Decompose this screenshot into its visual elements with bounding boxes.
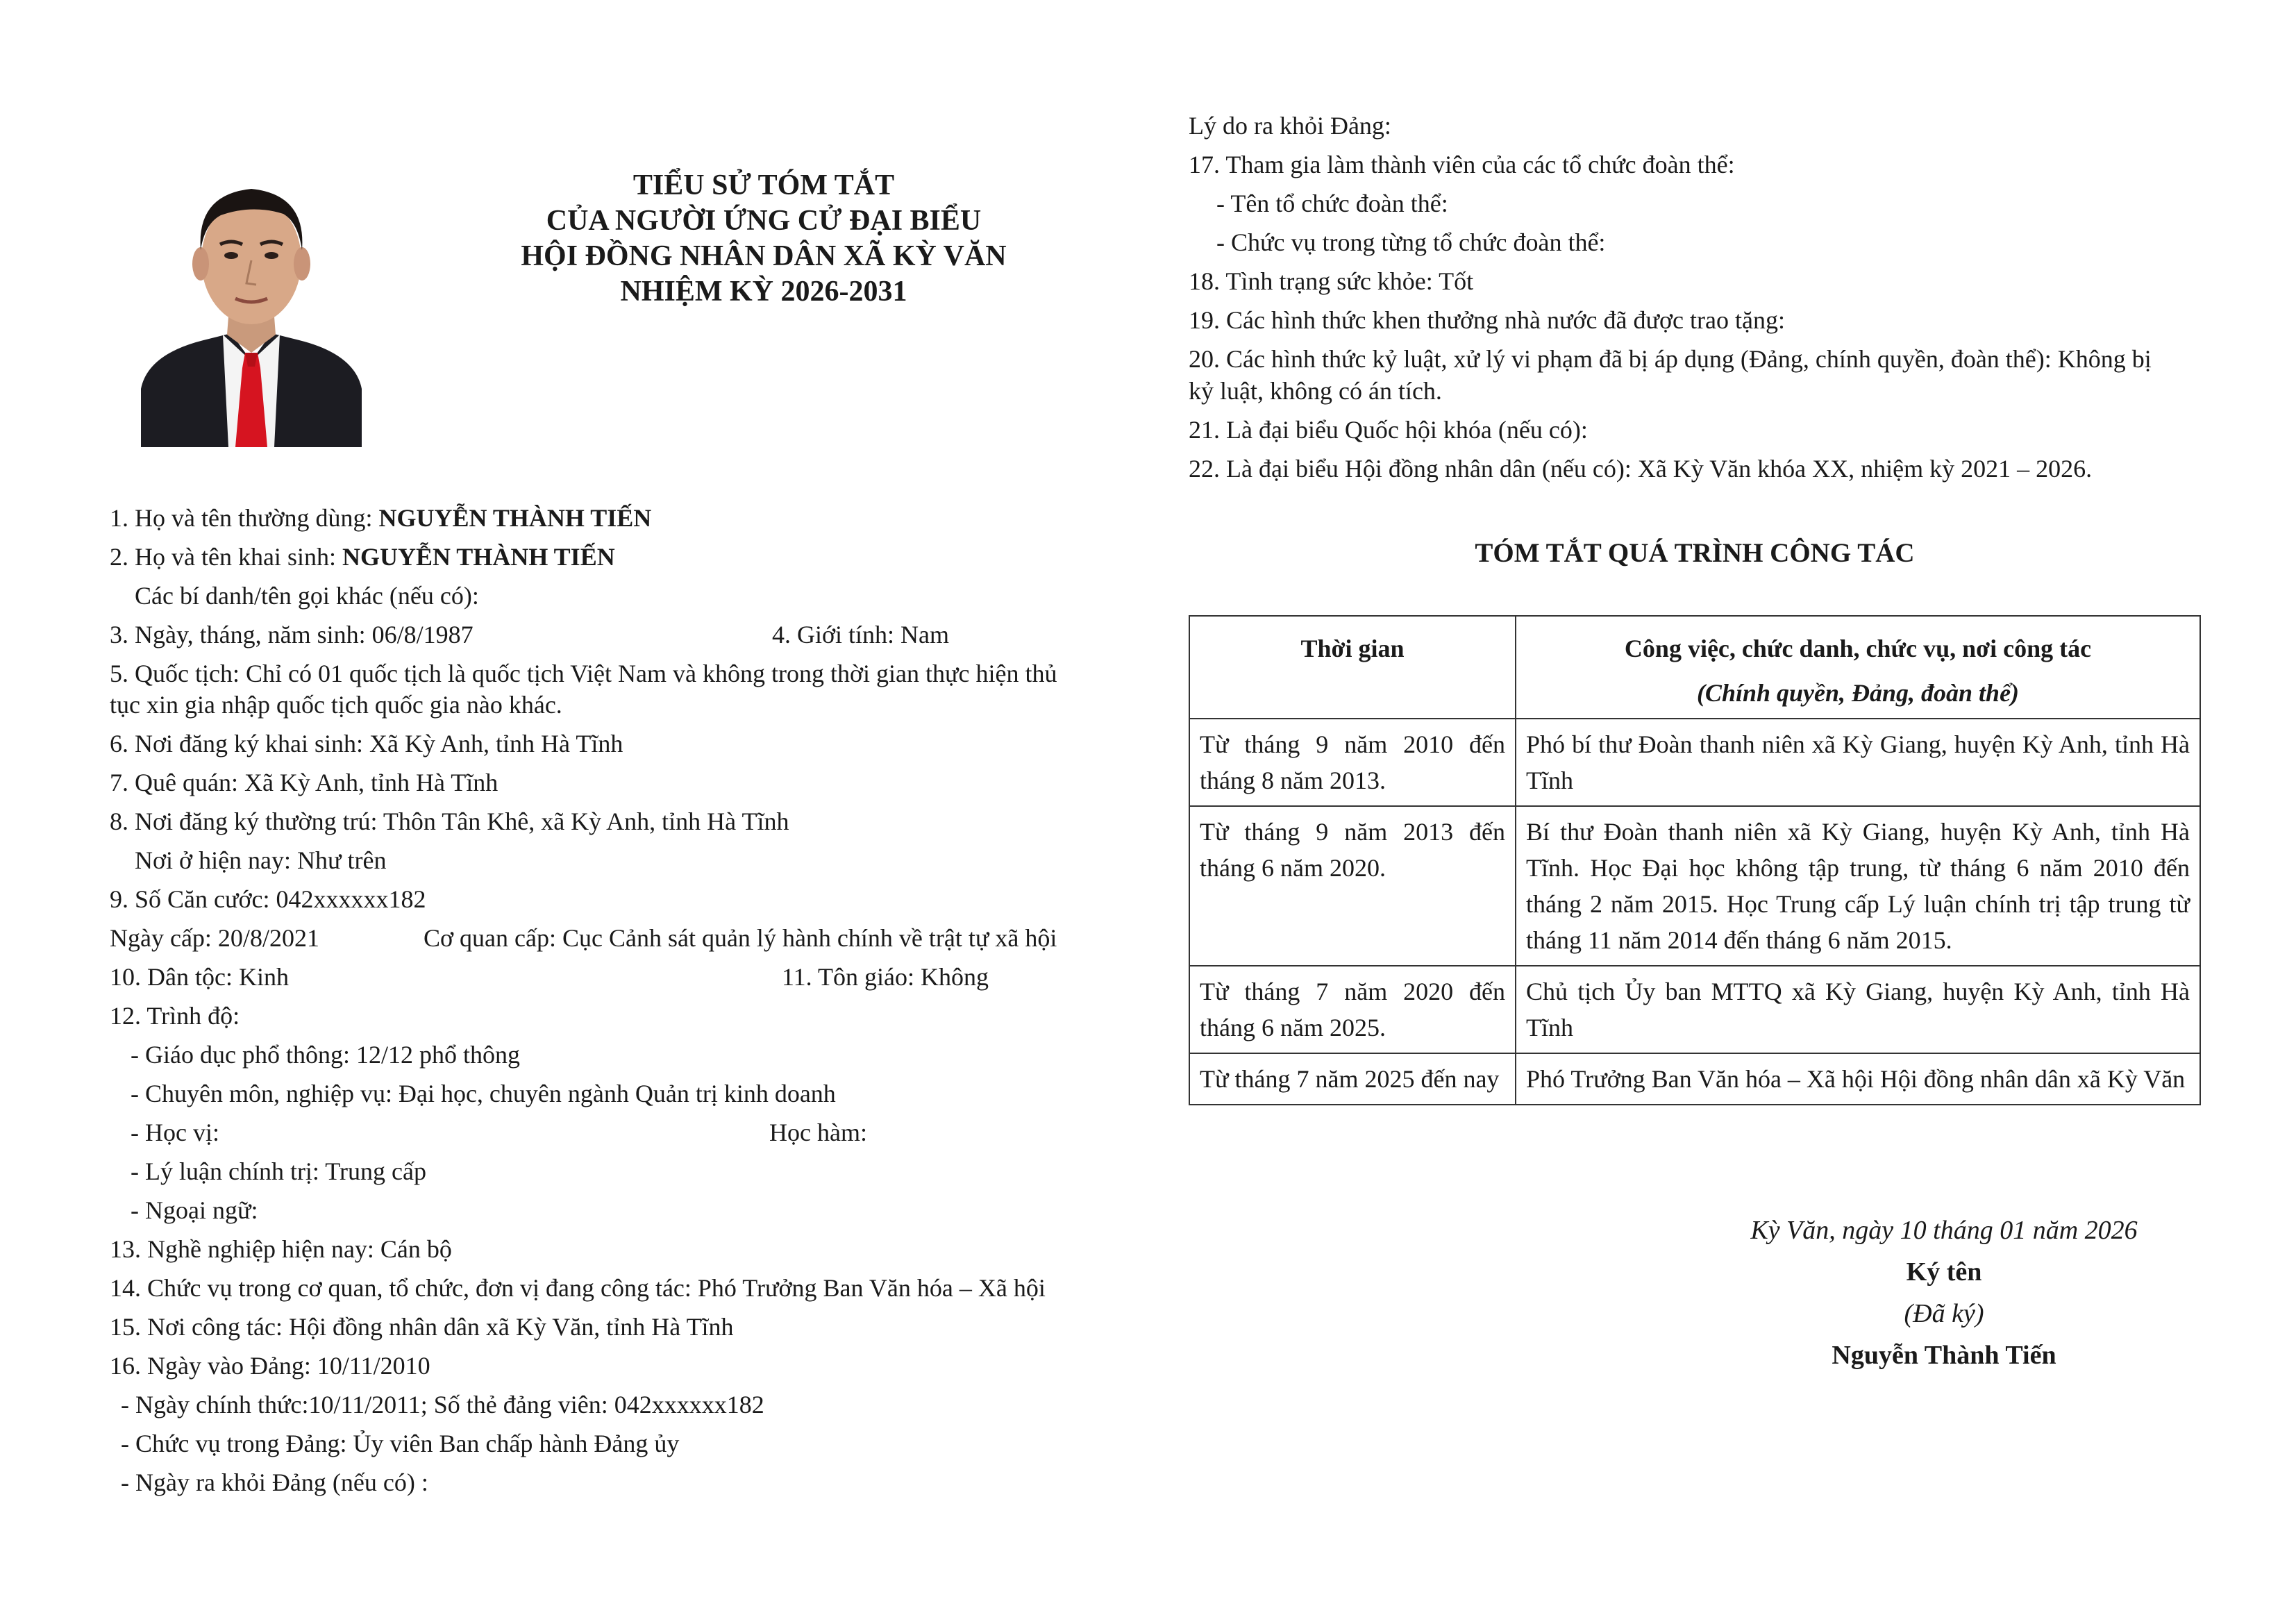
item-22-peoples-council: 22. Là đại biểu Hội đồng nhân dân (nếu có): Xã Kỳ Văn khóa XX, nhiệm kỳ 2021 – 2026. (1189, 455, 2093, 483)
organization-name: - Tên tổ chức đoàn thể: (1216, 190, 1448, 217)
signature-label: Ký tên (1906, 1257, 1982, 1287)
item-20-discipline: 20. Các hình thức kỷ luật, xử lý vi phạm đã bị áp dụng (Đảng, chính quyền, đoàn thể): Không bị (1189, 345, 2152, 373)
item-8-residence: 8. Nơi đăng ký thường trú: Thôn Tân Khê, xã Kỳ Anh, tỉnh Hà Tĩnh (110, 807, 789, 835)
item-3-birth-date: 3. Ngày, tháng, năm sinh: 06/8/1987 (110, 621, 474, 648)
row-work: Phó Trưởng Ban Văn hóa – Xã hội Hội đồng nhân dân xã Kỳ Văn (1516, 1053, 2200, 1105)
item-9-id-number: 9. Số Căn cước: 042xxxxxx182 (110, 885, 426, 913)
header-time: Thời gian (1189, 616, 1516, 719)
item-13-occupation: 13. Nghề nghiệp hiện nay: Cán bộ (110, 1235, 452, 1263)
row-time: Từ tháng 9 năm 2010 đến tháng 8 năm 2013. (1189, 719, 1516, 806)
academic-degree: - Học vị: (131, 1119, 219, 1146)
item-18-health: 18. Tình trạng sức khỏe: Tốt (1189, 267, 1474, 295)
academic-title: Học hàm: (769, 1119, 867, 1146)
item-21-national-assembly: 21. Là đại biểu Quốc hội khóa (nếu có): (1189, 416, 1588, 444)
item-1-common-name: 1. Họ và tên thường dùng: NGUYỄN THÀNH TIẾN (110, 504, 652, 532)
item-7-hometown: 7. Quê quán: Xã Kỳ Anh, tỉnh Hà Tĩnh (110, 769, 498, 796)
row-time: Từ tháng 7 năm 2025 đến nay (1189, 1053, 1516, 1105)
candidate-photo (141, 132, 362, 447)
table-row (1189, 806, 2200, 966)
item-11-religion: 11. Tôn giáo: Không (782, 963, 989, 991)
item-4-gender: 4. Giới tính: Nam (772, 621, 950, 648)
row-work: Phó bí thư Đoàn thanh niên xã Kỳ Giang, huyện Kỳ Anh, tỉnh Hà Tĩnh (1516, 719, 2200, 806)
political-theory: - Lý luận chính trị: Trung cấp (131, 1157, 426, 1185)
signature-date: Kỳ Văn, ngày 10 tháng 01 năm 2026 (1750, 1216, 2138, 1245)
table-header-row (1189, 616, 2200, 719)
current-address: Nơi ở hiện nay: Như trên (135, 846, 387, 874)
item-19-awards: 19. Các hình thức khen thưởng nhà nước đã được trao tặng: (1189, 306, 1785, 334)
item-5-nationality: 5. Quốc tịch: Chỉ có 01 quốc tịch là quốc tịch Việt Nam và không trong thời gian thực hiện thủ (110, 660, 1057, 687)
table-row (1189, 966, 2200, 1053)
item-20-discipline-cont: kỷ luật, không có án tích. (1189, 377, 1442, 405)
doc-title-line-2: CỦA NGƯỜI ỨNG CỬ ĐẠI BIỂU (546, 205, 982, 237)
work-history-title: TÓM TẮT QUÁ TRÌNH CÔNG TÁC (1475, 538, 1915, 568)
row-work: Chủ tịch Ủy ban MTTQ xã Kỳ Giang, huyện Kỳ Anh, tỉnh Hà Tĩnh (1516, 966, 2200, 1053)
table-row (1189, 719, 2200, 806)
item-6-birth-registration: 6. Nơi đăng ký khai sinh: Xã Kỳ Anh, tỉnh Hà Tĩnh (110, 730, 623, 757)
item-5-nationality-cont: tục xin gia nhập quốc tịch quốc gia nào khác. (110, 691, 562, 719)
table-row (1189, 1053, 2200, 1105)
foreign-language: - Ngoại ngữ: (131, 1196, 258, 1224)
id-issuing-authority: Cơ quan cấp: Cục Cảnh sát quản lý hành chính về trật tự xã hội (424, 924, 1057, 952)
row-time: Từ tháng 7 năm 2020 đến tháng 6 năm 2025. (1189, 966, 1516, 1053)
work-history-table (1189, 615, 2201, 1105)
signed-note: (Đã ký) (1904, 1299, 1984, 1328)
row-work: Bí thư Đoàn thanh niên xã Kỳ Giang, huyện Kỳ Anh, tỉnh Hà Tĩnh. Học Đại học không tập trung, từ tháng 6 năm 2010 đến tháng 2 năm 2015. Học Trung cấp Lý luận chính trị tập trung từ tháng 11 năm 2014 đến tháng 6 năm 2015. (1516, 806, 2200, 966)
party-position: - Chức vụ trong Đảng: Ủy viên Ban chấp hành Đảng ủy (121, 1430, 680, 1457)
aliases: Các bí danh/tên gọi khác (nếu có): (135, 582, 479, 610)
item-14-position: 14. Chức vụ trong cơ quan, tổ chức, đơn vị đang công tác: Phó Trưởng Ban Văn hóa – Xã hội (110, 1274, 1046, 1302)
general-education: - Giáo dục phổ thông: 12/12 phổ thông (131, 1041, 520, 1069)
item-15-workplace: 15. Nơi công tác: Hội đồng nhân dân xã Kỳ Văn, tỉnh Hà Tĩnh (110, 1313, 734, 1341)
item-2-birth-name: 2. Họ và tên khai sinh: NGUYỄN THÀNH TIẾN (110, 543, 615, 571)
item-10-ethnicity: 10. Dân tộc: Kinh (110, 963, 289, 991)
doc-title-line-4: NHIỆM KỲ 2026-2031 (620, 276, 907, 308)
party-official-date: - Ngày chính thức:10/11/2011; Số thẻ đảng viên: 042xxxxxx182 (121, 1391, 764, 1418)
row-time: Từ tháng 9 năm 2013 đến tháng 6 năm 2020. (1189, 806, 1516, 966)
header-work: Công việc, chức danh, chức vụ, nơi công tác (Chính quyền, Đảng, đoàn thể) (1516, 616, 2200, 719)
doc-title-line-1: TIỂU SỬ TÓM TẮT (632, 169, 895, 201)
organization-position: - Chức vụ trong từng tổ chức đoàn thể: (1216, 228, 1606, 256)
doc-title-line-3: HỘI ĐỒNG NHÂN DÂN XÃ KỲ VĂN (521, 240, 1007, 272)
party-leave-date: - Ngày ra khỏi Đảng (nếu có) : (121, 1468, 428, 1496)
item-17-organizations: 17. Tham gia làm thành viên của các tổ chức đoàn thể: (1189, 151, 1735, 178)
signer-name: Nguyễn Thành Tiến (1832, 1341, 2056, 1370)
id-issue-date: Ngày cấp: 20/8/2021 (110, 924, 319, 952)
professional-qualification: - Chuyên môn, nghiệp vụ: Đại học, chuyên ngành Quản trị kinh doanh (131, 1080, 836, 1107)
item-16-party-join-date: 16. Ngày vào Đảng: 10/11/2010 (110, 1352, 430, 1380)
item-12-education: 12. Trình độ: (110, 1002, 240, 1030)
party-leave-reason: Lý do ra khỏi Đảng: (1189, 112, 1391, 140)
